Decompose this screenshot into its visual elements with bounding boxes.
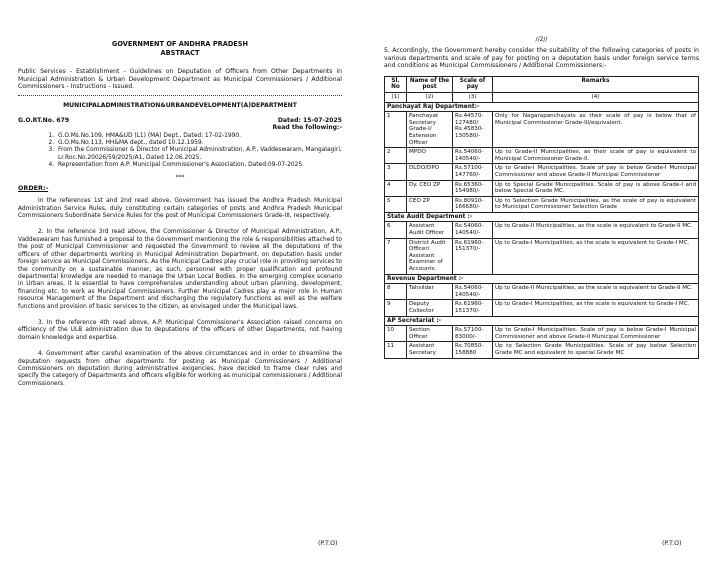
post-cell: DLDO/DPO bbox=[407, 164, 453, 180]
order-paragraph-1: In the references 1st and 2nd read above, Government has issued the Andhra Pradesh Municipal Administration Service Rules, duly constituting certain categories of posts and Andhra Pradesh Municipal Commissioners Subordinate Service Rules for the post of Municipal Commissioners Grade-III, respectively. bbox=[18, 198, 342, 220]
remarks-cell: Up to Grade-II Municipalities, as the scale is equivalent to Grade-II MC. bbox=[493, 222, 699, 238]
table-row bbox=[385, 342, 699, 358]
subject-text: Public Services - Establishment - Guidelines on Deputation of Officers from Other Departments in Municipal Administration & Urban Development Department as Municipal Commissioners / Additional Commissioners - Instructions - Issued. bbox=[18, 68, 342, 91]
header-sl-no: Sl. No bbox=[385, 76, 407, 92]
scale-cell: Rs.80910-166680/- bbox=[453, 196, 493, 212]
reference-item: 4. Representation from A.P. Municipal Commissioner's Association, Dated:09-07-2025. bbox=[56, 162, 342, 169]
sl-cell: 7 bbox=[385, 238, 407, 274]
divider bbox=[18, 95, 342, 96]
post-cell: Deputy Collector bbox=[407, 300, 453, 316]
sl-cell: 6 bbox=[385, 222, 407, 238]
header-post: Name of the post bbox=[407, 76, 453, 92]
table-header-row bbox=[385, 76, 699, 92]
page-right bbox=[354, 0, 707, 567]
sl-cell: 2 bbox=[385, 148, 407, 164]
remarks-cell: Up to Special Grade Municipalities. Scale of pay is above Grade-I and below Special Grade MC. bbox=[493, 180, 699, 196]
post-cell: Tahsildar bbox=[407, 284, 453, 300]
remarks-cell: Up to Grade-I Municipalities. Scale of pay is below Grade-I Municipal Commissioner and above Grade-II Municipal Commissioner bbox=[493, 326, 699, 342]
section-title: Panchayat Raj Department:- bbox=[385, 102, 699, 112]
scale-cell: Rs.57100-83000/- bbox=[453, 326, 493, 342]
table-body bbox=[385, 102, 699, 358]
table-row bbox=[385, 300, 699, 316]
section-title: State Audit Department :- bbox=[385, 212, 699, 222]
scale-cell: Rs.65360-154980/- bbox=[453, 180, 493, 196]
post-cell: Section Officer bbox=[407, 326, 453, 342]
page-number: //2// bbox=[535, 36, 548, 43]
pto-right: (P.T.O) bbox=[662, 540, 682, 547]
reference-item: 3. From the Commissioner & Director of Municipal Administration, A.P., Vaddeswaram, Mangalagiri, Lr.Roc.No.20026/59/2025/A1, Dated 12.06.2025. bbox=[56, 147, 342, 162]
section-row bbox=[385, 274, 699, 284]
section-row bbox=[385, 316, 699, 326]
sl-cell: 10 bbox=[385, 326, 407, 342]
order-paragraph-4: 4. Government after careful examination of the above circumstances and in order to streamline the deputation requests from other departments for posting as Municipal Commissioners / Additional Commissioners on deputation during administrative exigencies, have decided to frame clear rules and specify the category of Departments and officers eligible for working as municipal commissioners / Additional Commissioners. bbox=[18, 351, 342, 387]
remarks-cell: Up to Grade-I Municipalities, as the scale is equivalent to Grade-I MC. bbox=[493, 300, 699, 316]
post-cell: MPDO bbox=[407, 148, 453, 164]
post-cell: Assistant Secretary bbox=[407, 342, 453, 358]
posts-table bbox=[384, 76, 699, 359]
sl-cell: 9 bbox=[385, 300, 407, 316]
scale-cell: Rs.54060-140540/- bbox=[453, 284, 493, 300]
column-number-row bbox=[385, 92, 699, 102]
scale-cell: Rs.44570-127480/ Rs.45830-130580/- bbox=[453, 112, 493, 148]
sl-cell: 3 bbox=[385, 164, 407, 180]
header-scale: Scale of pay bbox=[453, 76, 493, 92]
section-row bbox=[385, 212, 699, 222]
remarks-cell: Up to Selection Grade Municipalities. Scale of pay below Selection Grade MC and equivalent to special Grade MC bbox=[493, 342, 699, 358]
sl-cell: 1 bbox=[385, 112, 407, 148]
col-number: (2) bbox=[407, 92, 453, 102]
post-cell: CEO ZP bbox=[407, 196, 453, 212]
go-number-row bbox=[18, 117, 342, 124]
sl-cell: 11 bbox=[385, 342, 407, 358]
section-title: AP Secretariat :- bbox=[385, 316, 699, 326]
section-title: Revenue Department :- bbox=[385, 274, 699, 284]
pto-left: (P.T.O) bbox=[318, 540, 338, 547]
remarks-cell: Up to Grade-I Municipalities, as the scale is equivalent to Grade-I MC. bbox=[493, 238, 699, 274]
sl-cell: 8 bbox=[385, 284, 407, 300]
table-row bbox=[385, 148, 699, 164]
reference-item: 1. G.O.Ms.No.109, HMA&UD (L1) (MA) Dept., Dated: 17-02-1990. bbox=[56, 133, 342, 140]
table-row bbox=[385, 326, 699, 342]
scale-cell: Rs.61960-151370/- bbox=[453, 238, 493, 274]
remarks-cell: Up to Selection Grade Municipalities, as the scale of pay is equivalent to Municipal Commissioner Selection Grade bbox=[493, 196, 699, 212]
sl-cell: 5 bbox=[385, 196, 407, 212]
intro-paragraph: 5. Accordingly, the Government hereby consider the suitability of the following categories of posts in various departments and scale of pay for posting on a deputation basis under foreign service terms and conditions as Municipal Commissioners / Additional Commissioners:- bbox=[384, 47, 699, 70]
col-number: (1) bbox=[385, 92, 407, 102]
post-cell: Panchayat Secretary Grade-I/ Extension Officer bbox=[407, 112, 453, 148]
remarks-cell: Up to Grade-II Municipalities, as the scale is equivalent to Grade-II MC. bbox=[493, 284, 699, 300]
table-row bbox=[385, 180, 699, 196]
table-row bbox=[385, 164, 699, 180]
table-row bbox=[385, 222, 699, 238]
read-following-label: Read the following:- bbox=[272, 123, 342, 131]
table-row bbox=[385, 112, 699, 148]
scale-cell: Rs.54060-140540/- bbox=[453, 148, 493, 164]
post-cell: District Audit Officer/ Assistant Examiner of Accounts. bbox=[407, 238, 453, 274]
go-number: G.O.RT.No. 679 bbox=[18, 116, 70, 124]
order-paragraph-3: 3. In the reference 4th read above, A.P. Municipal Commissioner's Association raised concerns on efficiency of the ULB administration due to deputations of the officers of other Departments, not having domain knowledge and expertise. bbox=[18, 319, 342, 341]
go-date: Dated: 15-07-2025 bbox=[277, 116, 342, 124]
reference-item: 2. G.O.Ms.No.113, HH&MA dept., dated 10.12.1959. bbox=[56, 140, 342, 147]
scale-cell: Rs.70850-158880 bbox=[453, 342, 493, 358]
table-row bbox=[385, 196, 699, 212]
scale-cell: Rs.54060-140540/- bbox=[453, 222, 493, 238]
post-cell: Dy. CEO ZP bbox=[407, 180, 453, 196]
scale-cell: Rs.61960-151370/- bbox=[453, 300, 493, 316]
separator-stars: *** bbox=[175, 174, 185, 182]
table-row bbox=[385, 284, 699, 300]
order-paragraph-2: 2. In the reference 3rd read above, the Commissioner & Director of Municipal Administration, A.P., Vaddeswaram has furnished a proposal to the Government mentioning the role & responsibilities attached to the post of Municipal Commissioner and requested the Government to review all the deputations of the officers of other departments working in Municipal Administration Department, on deputation basis under foreign service as Municipal Commissioners. As the Municipal Cadres play crucial role in providing services to the community on a sustainable manner, as such, personnel with proper qualification and profound departmental knowledge are needed to manage the Urban Local Bodies. In the emerging complex scenario in Urban areas, it is essential to have comprehensive understanding about urban planning, development, financing etc. to work as Municipal Commissioners. Further Municipal Cadres play a major role in Human resource Management of the Department and discharging the regulatory functions as well as the welfare functions and provision of basic services to the citizen, as envisaged under the Municipal laws. bbox=[18, 229, 342, 310]
references-list bbox=[18, 133, 342, 169]
scale-cell: Rs.57100-147760/- bbox=[453, 164, 493, 180]
remarks-cell: Up to Grade-II Municipalities, as their scale of pay is equivalent to Municipal Commissioner Grade-II. bbox=[493, 148, 699, 164]
abstract-title: ABSTRACT bbox=[160, 49, 200, 57]
section-row bbox=[385, 102, 699, 112]
col-number: (4) bbox=[493, 92, 699, 102]
col-number: (3) bbox=[453, 92, 493, 102]
remarks-cell: Up to Grade-I Municipalities. Scale of pay is below Grade-I Municipal Commissioner and above Grade-II Municipal Commissioner bbox=[493, 164, 699, 180]
table-row bbox=[385, 238, 699, 274]
header-remarks: Remarks bbox=[493, 76, 699, 92]
government-title: GOVERNMENT OF ANDHRA PRADESH bbox=[111, 40, 249, 48]
sl-cell: 4 bbox=[385, 180, 407, 196]
department-heading: MUNICIPALADMINISTRATION&URBANDEVELOPMENT(A)DEPARTMENT bbox=[63, 101, 297, 109]
order-heading: ORDER:- bbox=[18, 184, 49, 193]
remarks-cell: Only for Nagarapanchayats as their scale of pay is below that of Municipal Commissioner Grade-III/equivalent. bbox=[493, 112, 699, 148]
post-cell: Assistant Audit Officer bbox=[407, 222, 453, 238]
